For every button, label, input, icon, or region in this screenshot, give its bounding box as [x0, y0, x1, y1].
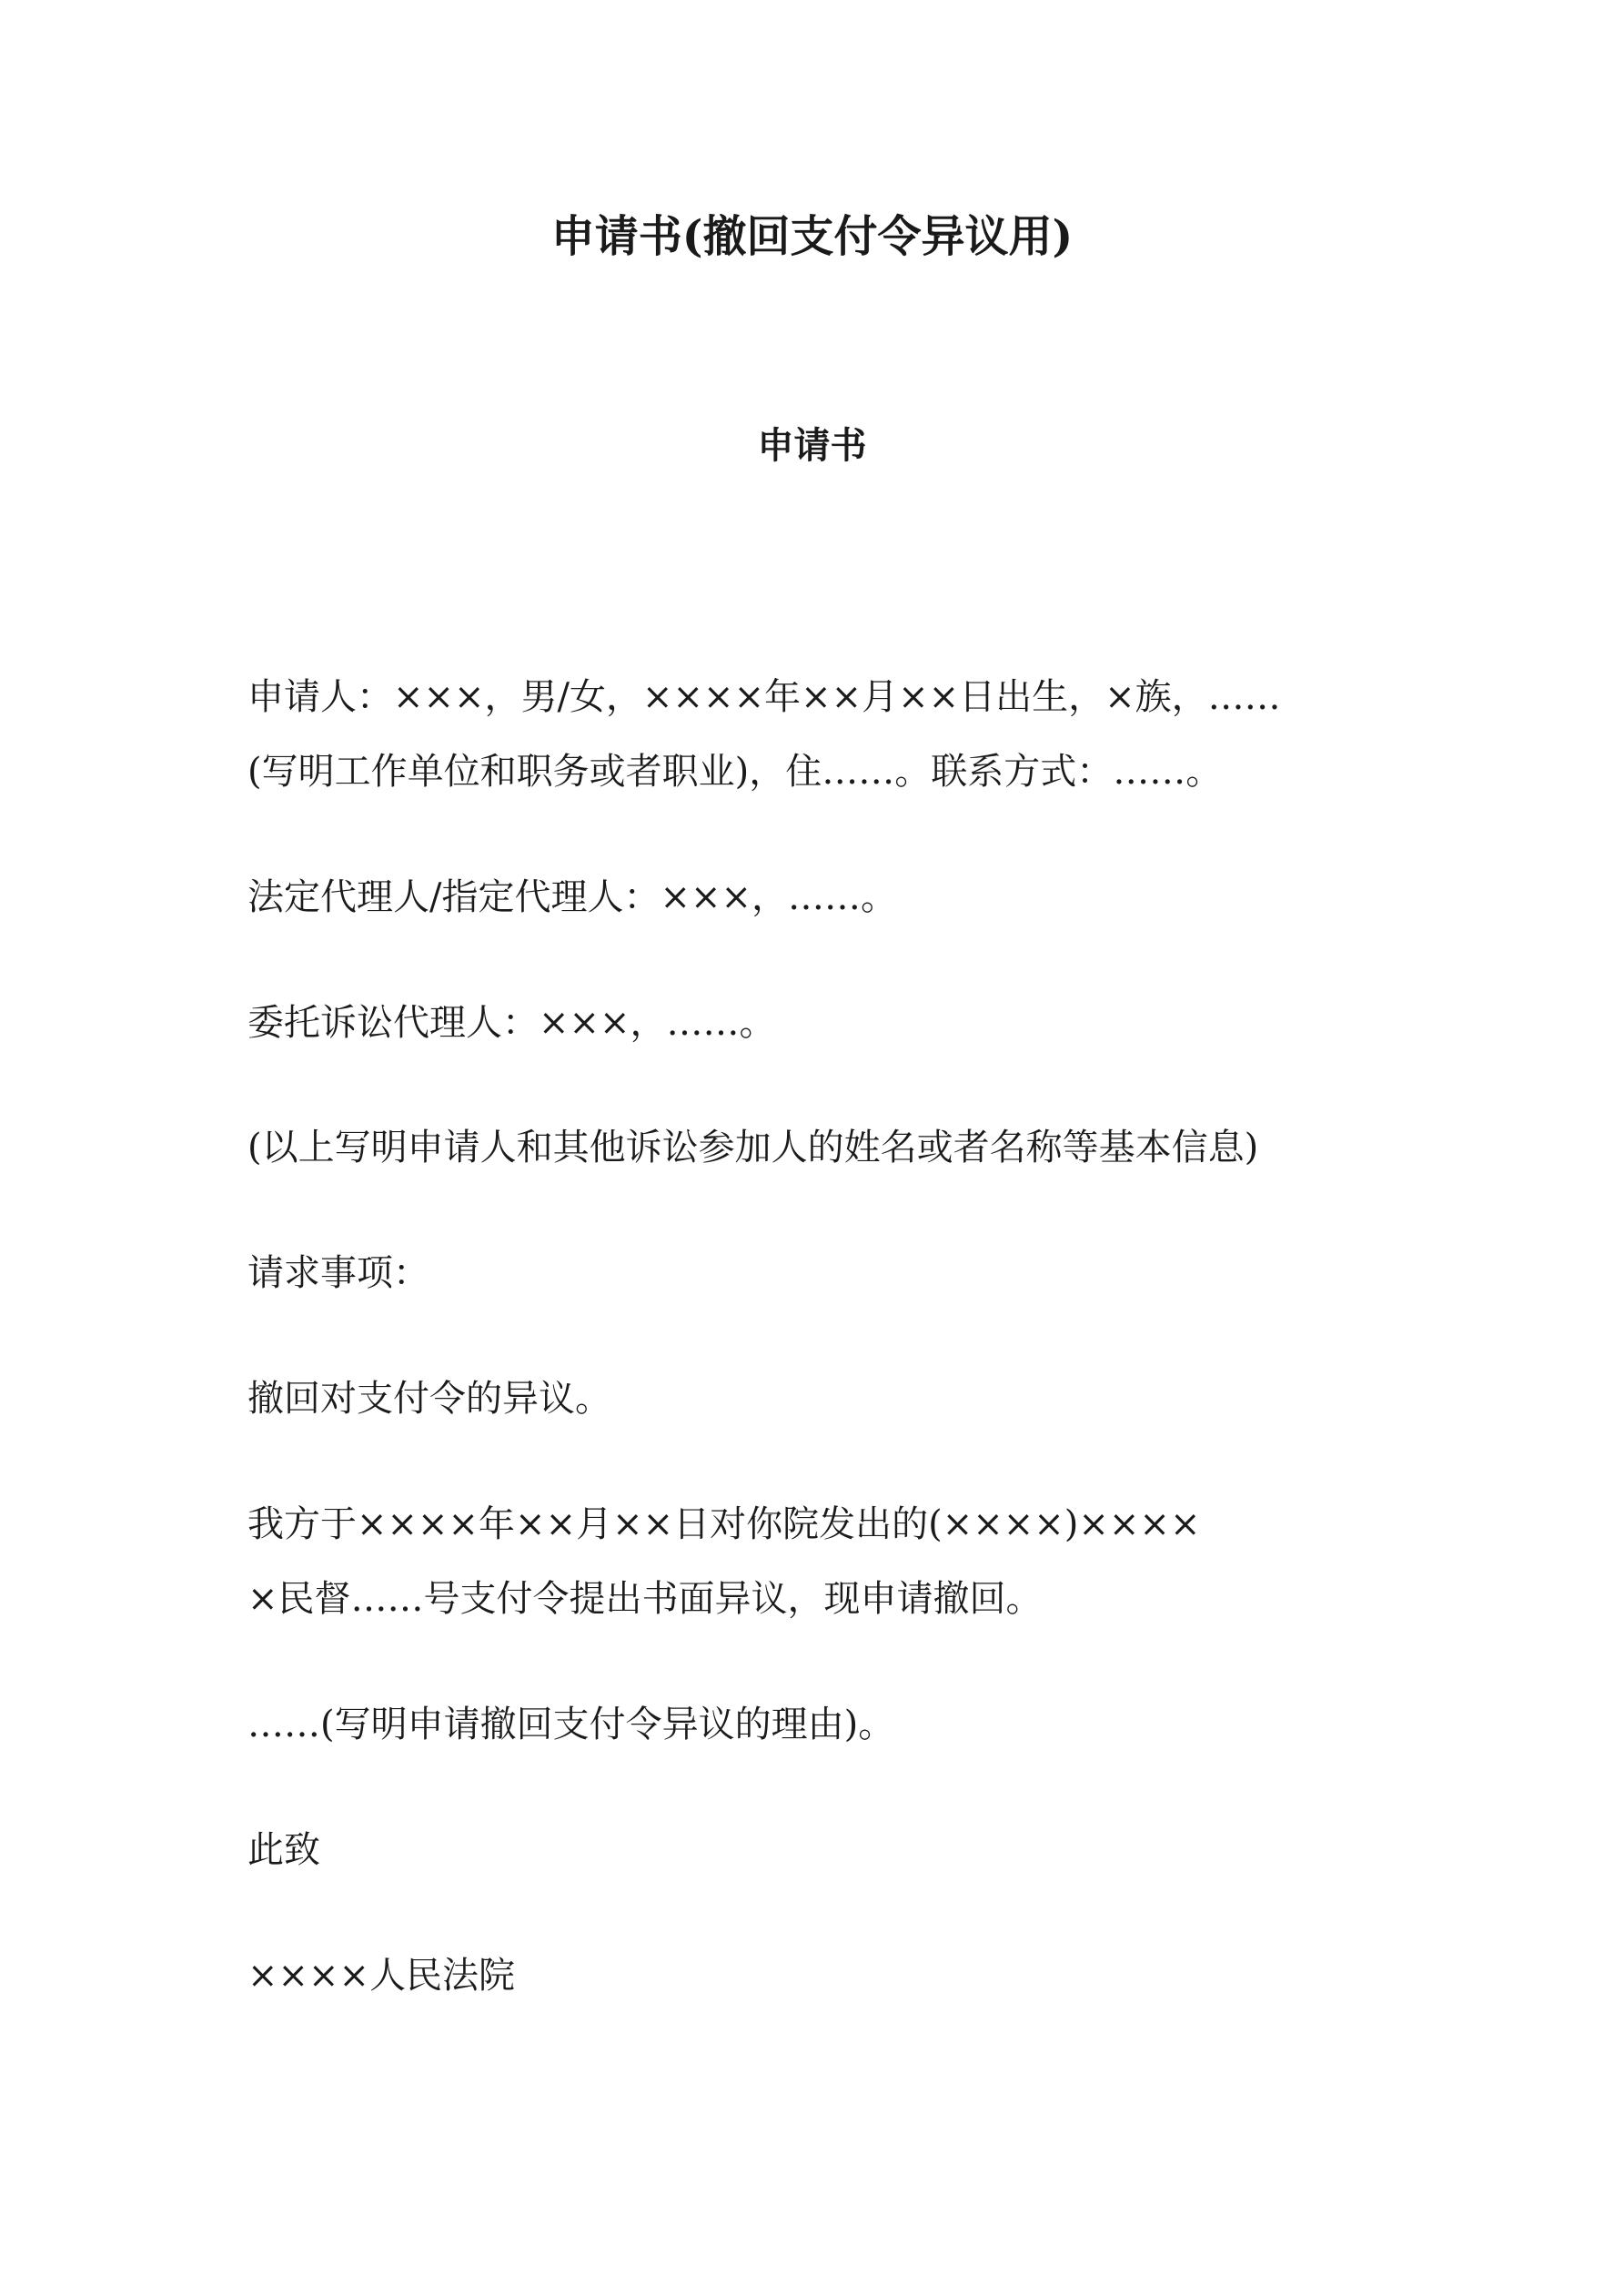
statement-line-1: 我方于××××年××月××日对你院发出的(××××)××××	[247, 1503, 1201, 1545]
salutation-line: 此致	[247, 1829, 320, 1871]
document-subtitle: 申请书	[757, 424, 867, 467]
request-heading: 请求事项：	[247, 1252, 429, 1294]
statement-line-2: ×民督……号支付令提出书面异议，现申请撤回。	[247, 1578, 1043, 1620]
parties-note-line: (以上写明申请人和其他诉讼参加人的姓名或者名称等基本信息)	[247, 1127, 1259, 1168]
document-title: 申请书(撤回支付令异议用)	[550, 211, 1074, 262]
request-item: 撤回对支付令的异议。	[247, 1378, 611, 1420]
reason-line: ……(写明申请撤回支付令异议的理由)。	[247, 1704, 895, 1745]
document-body	[247, 672, 1385, 2001]
applicant-line-2: (写明工作单位和职务或者职业)，住……。联系方式：……。	[247, 751, 1223, 793]
entrusted-agent-line: 委托诉讼代理人：×××，……。	[247, 1002, 776, 1044]
court-name-line: ××××人民法院	[247, 1955, 516, 1997]
legal-agent-line: 法定代理人/指定代理人：×××，……。	[247, 876, 898, 918]
applicant-line-1: 申请人：×××，男/女，××××年××月××日出生，×族，……	[247, 676, 1281, 718]
